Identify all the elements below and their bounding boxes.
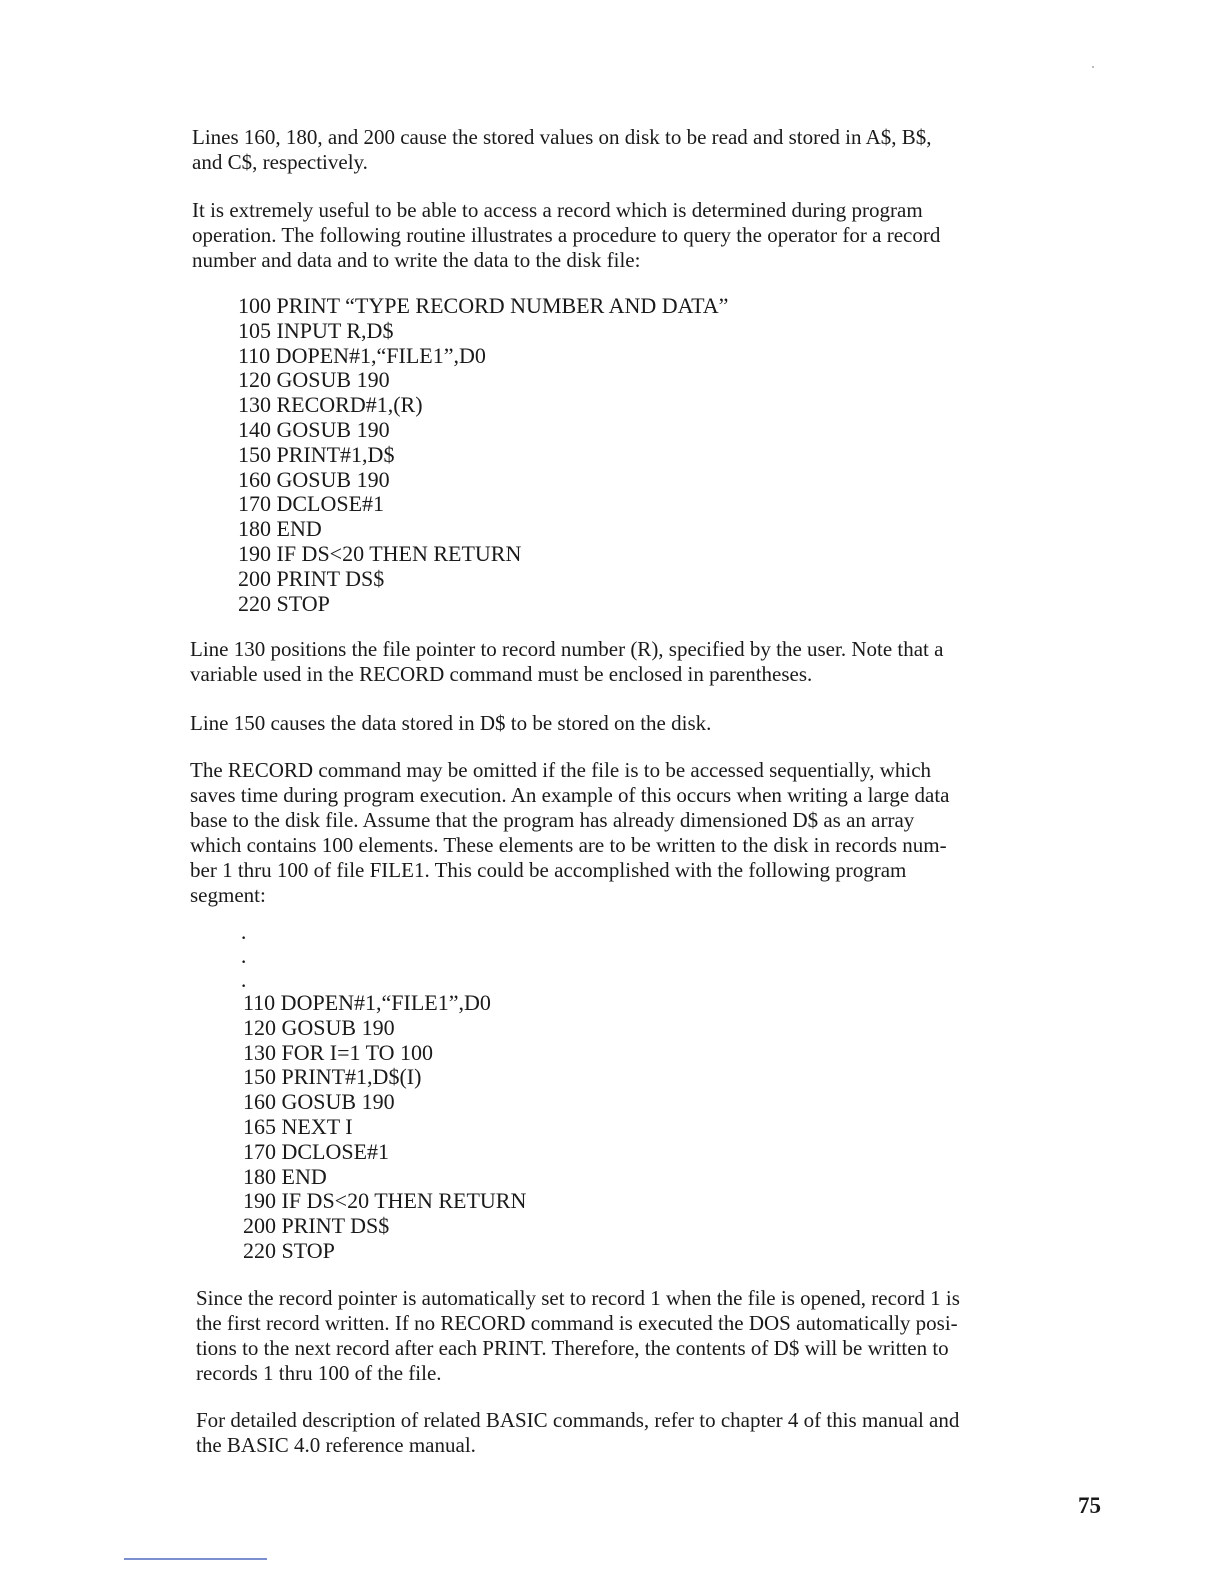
text-line: base to the disk file. Assume that the program has already dimensioned D$ as an array (190, 808, 915, 832)
text-line: saves time during program execution. An example of this occurs when writing a large data (190, 783, 950, 807)
code-line: 105 INPUT R,D$ (238, 317, 394, 343)
code-line: 120 GOSUB 190 (238, 367, 390, 393)
code-ellipsis (240, 926, 247, 998)
paragraph-further-reference (196, 1408, 959, 1458)
code-line: 200 PRINT DS$ (238, 565, 385, 591)
paragraph-line-130 (190, 637, 943, 687)
text-line: which contains 100 elements. These elements are to be written to the disk in records num- (190, 833, 947, 857)
text-line: the first record written. If no RECORD command is executed the DOS automatically posi- (196, 1311, 958, 1335)
ellipsis-dot: · (240, 949, 248, 974)
code-line: 130 RECORD#1,(R) (238, 392, 423, 418)
text-line: For detailed description of related BASIC commands, refer to chapter 4 of this manual and (196, 1408, 960, 1432)
ellipsis-dot: · (240, 973, 248, 998)
code-line: 150 PRINT#1,D$(I) (243, 1064, 422, 1090)
text-line: It is extremely useful to be able to access a record which is determined during program (192, 198, 923, 222)
footer-rule (124, 1558, 267, 1560)
code-listing-record-query (238, 294, 728, 616)
code-line: 120 GOSUB 190 (243, 1014, 395, 1040)
text-line: records 1 thru 100 of the file. (196, 1361, 442, 1385)
text-line: Line 150 causes the data stored in D$ to be stored on the disk. (190, 711, 712, 735)
code-line: 130 FOR I=1 TO 100 (243, 1039, 434, 1065)
text-line: segment: (190, 883, 266, 907)
code-line: 170 DCLOSE#1 (238, 491, 385, 517)
paragraph-line-150 (190, 711, 711, 736)
text-line: variable used in the RECORD command must be enclosed in parentheses. (190, 662, 813, 686)
text-line: the BASIC 4.0 reference manual. (196, 1433, 476, 1457)
code-line: 170 DCLOSE#1 (243, 1138, 390, 1164)
paragraph-record-omitted (190, 758, 949, 908)
paragraph-record-pointer (196, 1286, 960, 1386)
code-line: 160 GOSUB 190 (243, 1089, 395, 1115)
code-line: 150 PRINT#1,D$ (238, 441, 395, 467)
code-line: 180 END (243, 1163, 327, 1189)
code-line: 190 IF DS<20 THEN RETURN (238, 540, 522, 566)
text-line: number and data and to write the data to the disk file: (192, 248, 641, 272)
ellipsis-dot: · (240, 925, 248, 950)
code-line: 220 STOP (243, 1237, 335, 1263)
code-line: 200 PRINT DS$ (243, 1213, 390, 1239)
code-line: 110 DOPEN#1,“FILE1”,D0 (243, 990, 491, 1015)
text-line: and C$, respectively. (192, 150, 368, 174)
code-listing-sequential-write (243, 991, 526, 1264)
text-line: Lines 160, 180, and 200 cause the stored values on disk to be read and stored in A$, B$, (192, 125, 932, 149)
paragraph-access-record (192, 198, 940, 273)
page-number: 75 (1078, 1493, 1101, 1518)
code-line: 160 GOSUB 190 (238, 466, 390, 492)
code-line: 190 IF DS<20 THEN RETURN (243, 1188, 527, 1214)
scan-speck (1092, 66, 1094, 68)
text-line: Line 130 positions the file pointer to record number (R), specified by the user. Note that a (190, 637, 944, 661)
text-line: ber 1 thru 100 of file FILE1. This could be accomplished with the following program (190, 858, 907, 882)
text-line: tions to the next record after each PRINT. Therefore, the contents of D$ will be written to (196, 1336, 949, 1360)
code-line: 180 END (238, 516, 322, 542)
code-line: 165 NEXT I (243, 1113, 353, 1139)
code-line: 110 DOPEN#1,“FILE1”,D0 (238, 342, 486, 368)
paragraph-stored-values (192, 125, 932, 175)
text-line: Since the record pointer is automatically set to record 1 when the file is opened, record 1 is (196, 1286, 960, 1310)
code-line: 220 STOP (238, 590, 330, 616)
text-line: The RECORD command may be omitted if the file is to be accessed sequentially, which (190, 758, 932, 782)
code-line: 140 GOSUB 190 (238, 416, 390, 442)
text-line: operation. The following routine illustrates a procedure to query the operator for a record (192, 223, 941, 247)
code-line: 100 PRINT “TYPE RECORD NUMBER AND DATA” (238, 293, 729, 318)
